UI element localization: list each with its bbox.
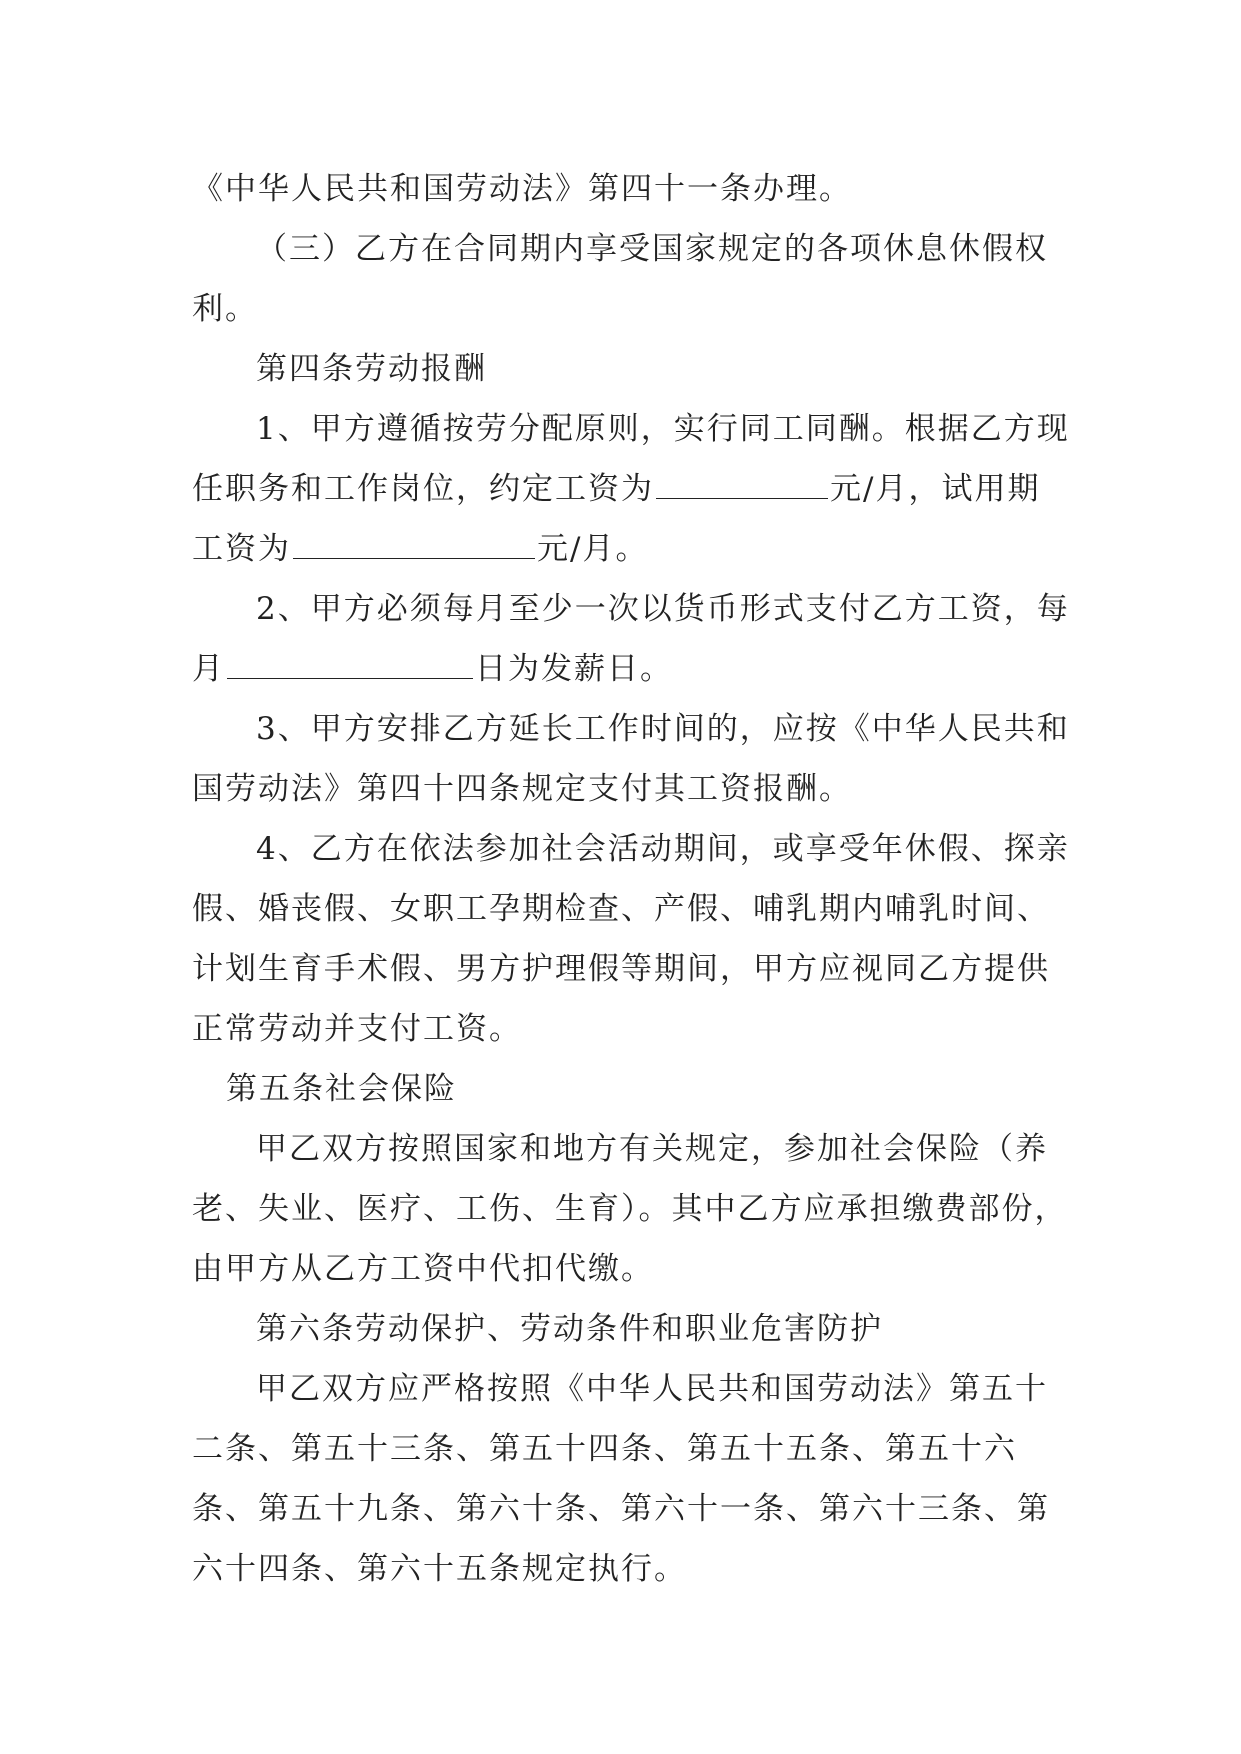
heading-article-6: 第六条劳动保护、劳动条件和职业危害防护 [256,1311,883,1347]
heading-article-4: 第四条劳动报酬 [256,351,487,387]
paragraph-labor-protection: 甲乙双方应严格按照《中华人民共和国劳动法》第五十二条、第五十三条、第五十四条、第五十五条、第五十六条、第五十九条、第六十条、第六十一条、第六十三条、第六十四条、第六十五条规定执行。 [192,1371,1050,1587]
salary-text-3: 元/月。 [537,531,649,567]
paragraph-social-insurance: 甲乙双方按照国家和地方有关规定，参加社会保险（养老、失业、医疗、工伤、生育）。其中乙方应承担缴费部份，由甲方从乙方工资中代扣代缴。 [192,1131,1068,1287]
paragraph-law-reference: 《中华人民共和国劳动法》第四十一条办理。 [192,171,852,207]
paragraph-overtime: 3、甲方安排乙方延长工作时间的，应按《中华人民共和国劳动法》第四十四条规定支付其工资报酬。 [192,711,1070,807]
paragraph-rest-leave: （三）乙方在合同期内享受国家规定的各项休息休假权利。 [192,231,1048,327]
payment-text-1: 2、甲方必须每月至少一次以货币形式支付乙方工资，每月 [192,591,1070,687]
paragraph-leave-pay: 4、乙方在依法参加社会活动期间，或享受年休假、探亲假、婚丧假、女职工孕期检查、产假、哺乳期内哺乳时间、计划生育手术假、男方护理假等期间，甲方应视同乙方提供正常劳动并支付工资。 [192,831,1070,1047]
document-body [192,159,1072,1599]
paragraph-salary [192,399,1072,579]
salary-text-1: 1、甲方遵循按劳分配原则，实行同工同酬。根据乙方现任职务和工作岗位，约定工资为 [192,411,1070,507]
salary-text-2: 元/月，试用期工资为 [192,471,1041,567]
probation-salary-blank[interactable] [293,534,535,559]
salary-amount-blank[interactable] [656,474,828,499]
paragraph-payment [192,579,1072,699]
payment-text-2: 日为发薪日。 [475,651,673,687]
heading-article-5: 第五条社会保险 [226,1071,457,1107]
payday-blank[interactable] [227,654,473,679]
